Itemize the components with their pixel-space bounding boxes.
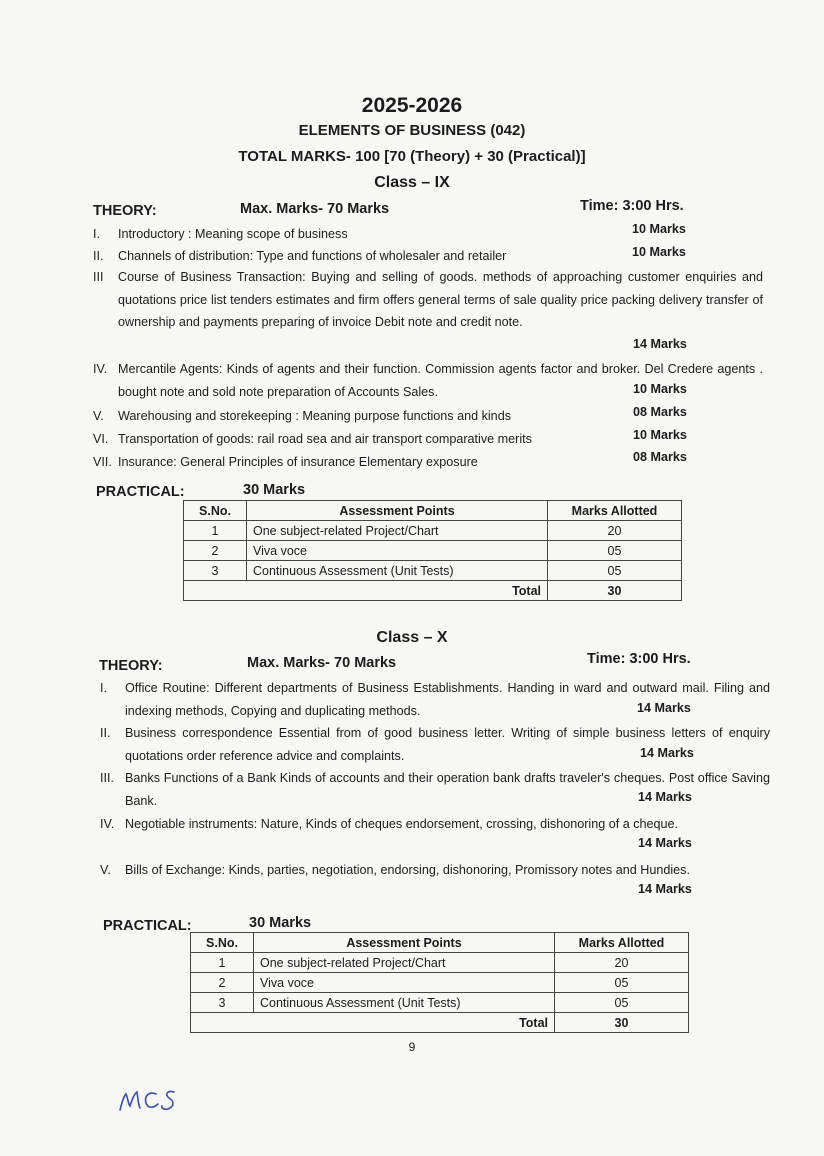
class-x-practical-label: PRACTICAL: bbox=[103, 918, 192, 934]
class-ix-practical-label: PRACTICAL: bbox=[96, 484, 185, 500]
total-label: Total bbox=[184, 581, 548, 601]
cell-marks: 05 bbox=[548, 561, 682, 581]
class-x-title: Class – X bbox=[376, 629, 448, 646]
table-header-row bbox=[184, 501, 682, 521]
cell-sno: 1 bbox=[191, 953, 254, 973]
total-value: 30 bbox=[548, 581, 682, 601]
col-marks-allotted: Marks Allotted bbox=[555, 933, 689, 953]
item-text: Insurance: General Principles of insurance Elementary exposure bbox=[118, 455, 478, 469]
class-x-item-5-marks: 14 Marks bbox=[638, 882, 692, 896]
class-ix-item-4-marks: 10 Marks bbox=[633, 382, 687, 396]
total-label: Total bbox=[191, 1013, 555, 1033]
class-x-item-1-marks: 14 Marks bbox=[637, 701, 691, 715]
cell-sno: 3 bbox=[184, 561, 247, 581]
class-x-item-3-marks: 14 Marks bbox=[638, 790, 692, 804]
table-row bbox=[191, 973, 689, 993]
class-ix-title: Class – IX bbox=[374, 174, 450, 191]
item-text: Channels of distribution: Type and functions of wholesaler and retailer bbox=[118, 249, 507, 263]
item-number: III bbox=[93, 270, 104, 284]
class-ix-item-6-marks: 10 Marks bbox=[633, 428, 687, 442]
item-number: IV. bbox=[93, 362, 108, 376]
table-total-row bbox=[184, 581, 682, 601]
item-text: Mercantile Agents: Kinds of agents and their function. Commission agents factor and broker. Del Credere agents . bought note and sold note preparation of Accounts Sales. bbox=[118, 362, 763, 399]
col-assessment-points: Assessment Points bbox=[254, 933, 555, 953]
total-value: 30 bbox=[555, 1013, 689, 1033]
class-ix-item-3 bbox=[93, 266, 765, 334]
class-x-practical-table bbox=[190, 932, 689, 1033]
col-assessment-points: Assessment Points bbox=[247, 501, 548, 521]
item-number: III. bbox=[100, 771, 114, 785]
class-ix-item-2-marks: 10 Marks bbox=[632, 245, 686, 259]
class-x-item-4 bbox=[100, 813, 772, 836]
total-marks: TOTAL MARKS- 100 [70 (Theory) + 30 (Practical)] bbox=[238, 148, 586, 165]
signature-scribble bbox=[116, 1082, 190, 1116]
class-ix-time: Time: 3:00 Hrs. bbox=[580, 198, 684, 214]
class-ix-item-3-marks: 14 Marks bbox=[633, 337, 687, 351]
class-x-item-2 bbox=[100, 722, 772, 767]
cell-sno: 1 bbox=[184, 521, 247, 541]
item-text: Business correspondence Essential from of good business letter. Writing of simple business letters of enquiry quotations order reference advice and complaints. bbox=[125, 726, 770, 763]
class-x-item-5 bbox=[100, 859, 772, 882]
item-text: Banks Functions of a Bank Kinds of accounts and their operation bank drafts traveler's cheques. Post office Saving Bank. bbox=[125, 771, 770, 808]
item-number: II. bbox=[100, 726, 111, 740]
item-text: Office Routine: Different departments of Business Establishments. Handing in ward and outward mail. Filing and indexing methods, Copying and duplicating methods. bbox=[125, 681, 770, 718]
item-text: Introductory : Meaning scope of business bbox=[118, 227, 348, 241]
table-row bbox=[184, 521, 682, 541]
item-number: V. bbox=[100, 863, 111, 877]
cell-point: One subject-related Project/Chart bbox=[254, 953, 555, 973]
cell-marks: 20 bbox=[548, 521, 682, 541]
class-ix-item-5-marks: 08 Marks bbox=[633, 405, 687, 419]
class-ix-max-marks: Max. Marks- 70 Marks bbox=[240, 201, 390, 217]
class-ix-practical-table bbox=[183, 500, 682, 601]
col-marks-allotted: Marks Allotted bbox=[548, 501, 682, 521]
class-ix-practical-marks: 30 Marks bbox=[243, 482, 306, 498]
item-number: I. bbox=[93, 227, 100, 241]
class-x-practical-marks: 30 Marks bbox=[249, 915, 312, 931]
academic-year: 2025-2026 bbox=[361, 94, 463, 117]
table-row bbox=[184, 561, 682, 581]
class-x-item-4-marks: 14 Marks bbox=[638, 836, 692, 850]
class-x-max-marks: Max. Marks- 70 Marks bbox=[247, 655, 397, 671]
item-text: Course of Business Transaction: Buying and selling of goods. methods of approaching customer enquiries and quotations price list tenders estimates and firm offers general terms of sale quality price packing delivery transfer of ownership and payments preparing of invoice Debit note and credit note. bbox=[118, 270, 763, 330]
cell-point: Viva voce bbox=[254, 973, 555, 993]
cell-marks: 20 bbox=[555, 953, 689, 973]
item-number: II. bbox=[93, 249, 104, 263]
subject-title: ELEMENTS OF BUSINESS (042) bbox=[298, 122, 526, 139]
table-row bbox=[184, 541, 682, 561]
class-x-time: Time: 3:00 Hrs. bbox=[587, 651, 691, 667]
item-text: Negotiable instruments: Nature, Kinds of cheques endorsement, crossing, dishonoring of a cheque. bbox=[125, 817, 679, 831]
cell-point: Continuous Assessment (Unit Tests) bbox=[254, 993, 555, 1013]
class-x-item-1 bbox=[100, 677, 772, 722]
class-ix-theory-label: THEORY: bbox=[93, 203, 157, 219]
item-number: VI. bbox=[93, 432, 109, 446]
item-number: VII. bbox=[93, 455, 112, 469]
table-row bbox=[191, 993, 689, 1013]
class-ix-item-1-marks: 10 Marks bbox=[632, 222, 686, 236]
table-total-row bbox=[191, 1013, 689, 1033]
cell-marks: 05 bbox=[555, 993, 689, 1013]
table-row bbox=[191, 953, 689, 973]
item-text: Warehousing and storekeeping : Meaning purpose functions and kinds bbox=[118, 409, 511, 423]
page-number: 9 bbox=[408, 1040, 416, 1054]
class-x-theory-label: THEORY: bbox=[99, 658, 163, 674]
item-text: Transportation of goods: rail road sea and air transport comparative merits bbox=[118, 432, 532, 446]
table-header-row bbox=[191, 933, 689, 953]
cell-marks: 05 bbox=[548, 541, 682, 561]
col-sno: S.No. bbox=[191, 933, 254, 953]
item-text: Bills of Exchange: Kinds, parties, negotiation, endorsing, dishonoring, Promissory notes and Hundies. bbox=[125, 863, 690, 877]
cell-point: One subject-related Project/Chart bbox=[247, 521, 548, 541]
cell-point: Viva voce bbox=[247, 541, 548, 561]
class-ix-item-7-marks: 08 Marks bbox=[633, 450, 687, 464]
item-number: V. bbox=[93, 409, 104, 423]
cell-marks: 05 bbox=[555, 973, 689, 993]
cell-sno: 2 bbox=[184, 541, 247, 561]
item-number: I. bbox=[100, 681, 107, 695]
cell-sno: 2 bbox=[191, 973, 254, 993]
cell-sno: 3 bbox=[191, 993, 254, 1013]
col-sno: S.No. bbox=[184, 501, 247, 521]
item-number: IV. bbox=[100, 817, 115, 831]
class-x-item-2-marks: 14 Marks bbox=[640, 746, 694, 760]
cell-point: Continuous Assessment (Unit Tests) bbox=[247, 561, 548, 581]
class-ix-item-4 bbox=[93, 358, 765, 403]
